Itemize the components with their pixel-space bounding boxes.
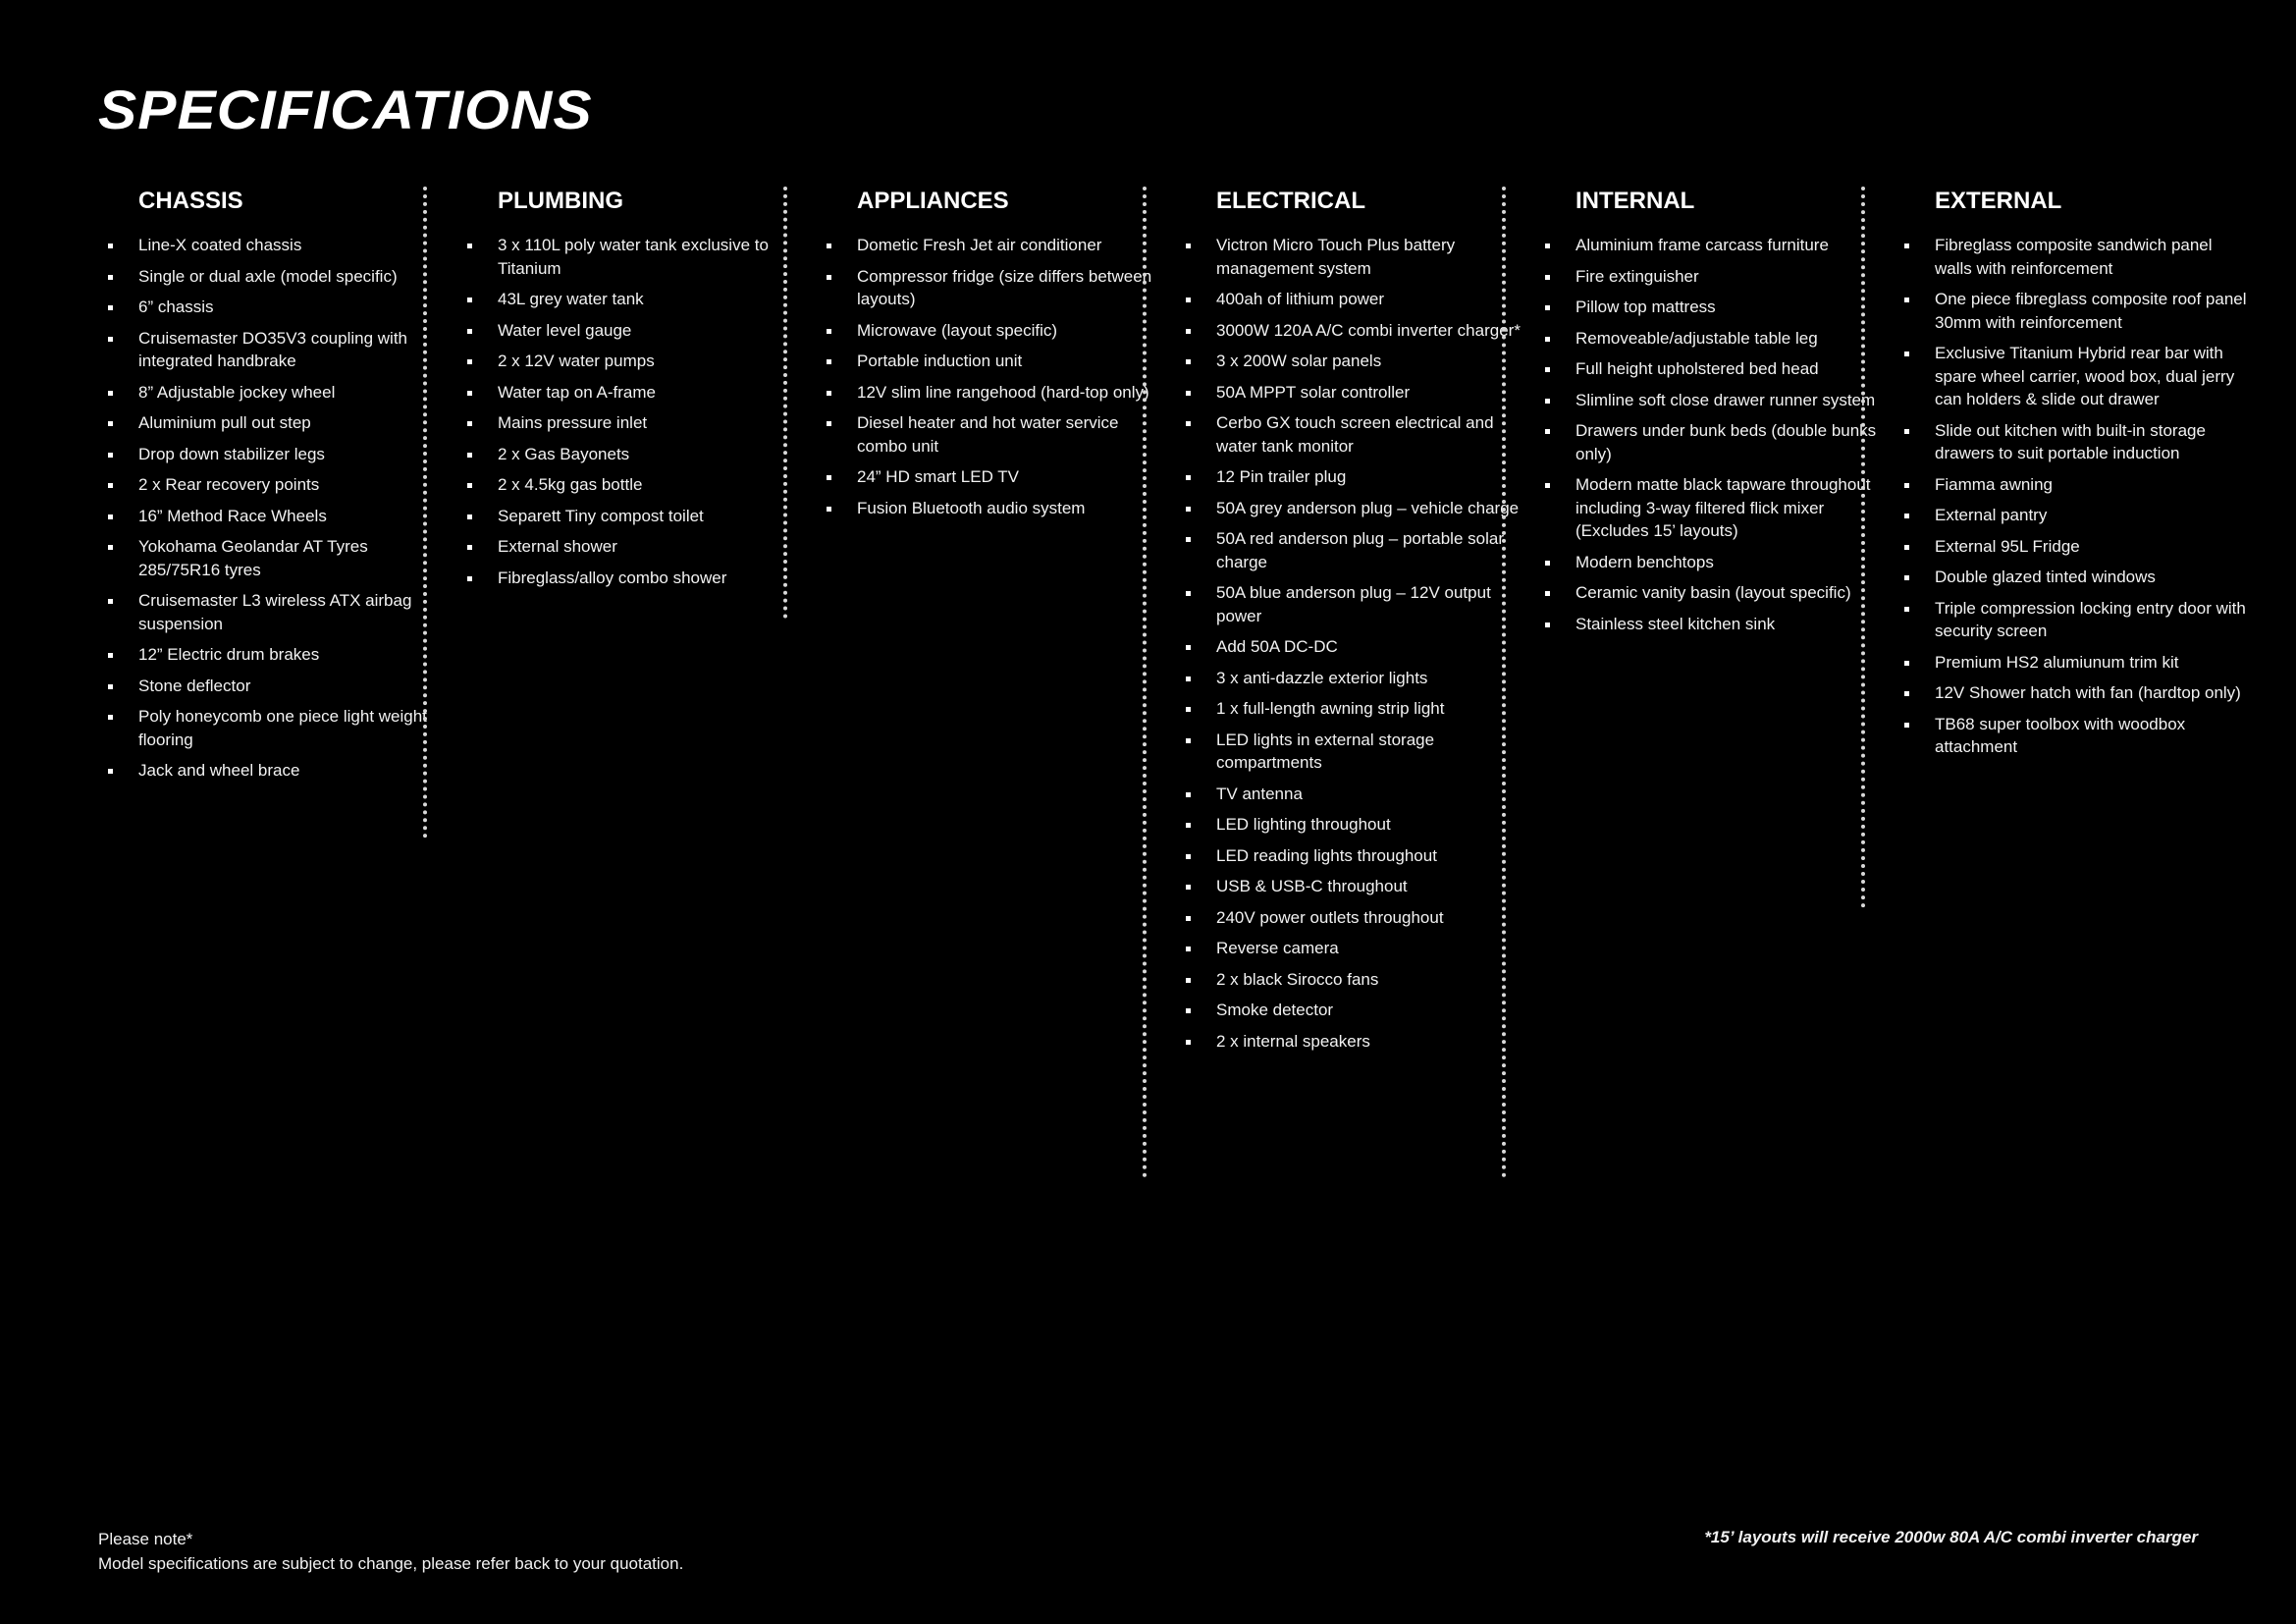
spec-item [817, 265, 1176, 311]
bullet-icon [108, 715, 113, 720]
bullet-icon [1904, 429, 1909, 434]
spec-item [1535, 551, 1895, 574]
spec-item [1176, 411, 1535, 458]
spec-item-text: Jack and wheel brace [138, 761, 300, 780]
spec-item-text: 2 x Rear recovery points [138, 475, 320, 494]
spec-item-text: LED lights in external storage compartments [1216, 730, 1435, 772]
spec-item-text: LED lighting throughout [1216, 815, 1391, 834]
spec-item [98, 643, 457, 667]
spec-item-text: 1 x full-length awning strip light [1216, 699, 1445, 718]
spec-item [457, 411, 817, 435]
spec-item [817, 497, 1176, 520]
spec-item-text: Drop down stabilizer legs [138, 444, 325, 463]
spec-item-text: Aluminium frame carcass furniture [1575, 236, 1829, 254]
spec-item-text: TV antenna [1216, 784, 1303, 803]
spec-item [457, 505, 817, 528]
bullet-icon [1186, 645, 1191, 650]
bullet-icon [467, 244, 472, 248]
bullet-icon [108, 421, 113, 426]
bullet-icon [827, 421, 831, 426]
bullet-icon [1545, 244, 1550, 248]
spec-item-text: Full height upholstered bed head [1575, 359, 1819, 378]
spec-item [1895, 535, 2254, 559]
spec-item [1895, 288, 2254, 334]
spec-item-text: Slide out kitchen with built-in storage drawers to suit portable induction [1935, 420, 2206, 462]
spec-item-text: 16” Method Race Wheels [138, 506, 327, 525]
spec-item [98, 234, 457, 257]
spec-item-text: External pantry [1935, 506, 2048, 524]
disclaimer-note [98, 1527, 683, 1576]
spec-item [98, 473, 457, 497]
spec-item-text: Fire extinguisher [1575, 266, 1699, 286]
bullet-icon [108, 514, 113, 519]
spec-item [457, 473, 817, 497]
bullet-icon [1186, 885, 1191, 890]
bullet-icon [467, 576, 472, 581]
spec-item-text: Yokohama Geolandar AT Tyres 285/75R16 tyres [138, 537, 368, 579]
column-divider [1502, 187, 1506, 1178]
spec-item-text: 2 x black Sirocco fans [1216, 969, 1379, 989]
spec-item [1176, 844, 1535, 868]
spec-item-text: Add 50A DC-DC [1216, 637, 1338, 656]
bullet-icon [827, 475, 831, 480]
spec-item [1176, 527, 1535, 573]
bullet-icon [1545, 623, 1550, 627]
column-heading: APPLIANCES [857, 188, 1009, 214]
spec-item [1895, 342, 2254, 411]
column-heading: ELECTRICAL [1216, 188, 1365, 214]
spec-item [1176, 635, 1535, 659]
spec-item [817, 411, 1176, 458]
spec-item-text: One piece fibreglass composite roof panel 30mm with reinforcement [1935, 290, 2247, 332]
column-plumbing [457, 187, 817, 597]
spec-item [1535, 265, 1895, 289]
bullet-icon [1186, 591, 1191, 596]
spec-item-text: Modern benchtops [1575, 552, 1714, 571]
spec-item-text: Portable induction unit [857, 352, 1023, 370]
spec-item-text: Single or dual axle (model specific) [138, 266, 398, 286]
bullet-icon [467, 298, 472, 302]
column-heading: INTERNAL [1575, 188, 1695, 214]
spec-item-text: 2 x Gas Bayonets [498, 444, 630, 463]
spec-item-text: Fusion Bluetooth audio system [857, 498, 1086, 517]
bullet-icon [1186, 947, 1191, 951]
spec-item [98, 327, 457, 373]
spec-item-text: External shower [498, 537, 617, 556]
bullet-icon [1186, 359, 1191, 364]
footnote: *15’ layouts will receive 2000w 80A A/C combi inverter charger [1704, 1528, 2198, 1546]
spec-item [817, 350, 1176, 373]
spec-item [1895, 234, 2254, 280]
spec-item [98, 411, 457, 435]
bullet-icon [108, 483, 113, 488]
bullet-icon [108, 391, 113, 396]
spec-item-text: Fiamma awning [1935, 474, 2053, 494]
bullet-icon [1186, 391, 1191, 396]
bullet-icon [1186, 677, 1191, 681]
spec-item-text: Reverse camera [1216, 939, 1339, 957]
bullet-icon [1904, 607, 1909, 612]
spec-item [1176, 813, 1535, 837]
spec-list [457, 234, 817, 589]
bullet-icon [1904, 483, 1909, 488]
spec-item [1535, 389, 1895, 412]
spec-item-text: Exclusive Titanium Hybrid rear bar with spare wheel carrier, wood box, dual jerry can holders & slide out drawer [1935, 344, 2235, 408]
spec-item [98, 296, 457, 319]
bullet-icon [1904, 514, 1909, 518]
spec-item-text: 12” Electric drum brakes [138, 645, 320, 664]
spec-item [98, 675, 457, 698]
spec-item [98, 705, 457, 751]
spec-item-text: Water level gauge [498, 320, 632, 340]
bullet-icon [1904, 352, 1909, 356]
spec-item [1535, 419, 1895, 465]
spec-item [457, 381, 817, 405]
spec-item-text: 12 Pin trailer plug [1216, 467, 1347, 486]
spec-item [457, 535, 817, 559]
spec-item-text: Mains pressure inlet [498, 413, 648, 432]
bullet-icon [1545, 275, 1550, 280]
spec-item [1176, 465, 1535, 489]
bullet-icon [1186, 738, 1191, 743]
spec-item-text: USB & USB-C throughout [1216, 877, 1408, 895]
spec-item [817, 319, 1176, 343]
spec-item-text: Removeable/adjustable table leg [1575, 328, 1818, 348]
spec-item-text: Cerbo GX touch screen electrical and water tank monitor [1216, 413, 1494, 456]
column-divider [1861, 187, 1865, 908]
bullet-icon [827, 275, 831, 280]
spec-item [1176, 937, 1535, 960]
spec-item [1535, 234, 1895, 257]
bullet-icon [1904, 691, 1909, 696]
bullet-icon [827, 359, 831, 364]
spec-item [98, 265, 457, 289]
bullet-icon [827, 329, 831, 334]
spec-item-text: 6” chassis [138, 298, 214, 316]
bullet-icon [1904, 244, 1909, 248]
spec-item-text: Triple compression locking entry door with security screen [1935, 598, 2246, 640]
spec-item-text: 2 x 4.5kg gas bottle [498, 475, 643, 494]
bullet-icon [827, 391, 831, 396]
spec-item-text: Ceramic vanity basin (layout specific) [1575, 583, 1851, 602]
spec-item [98, 535, 457, 581]
spec-item-text: 2 x internal speakers [1216, 1031, 1370, 1051]
column-heading: PLUMBING [498, 188, 623, 214]
spec-item-text: 50A blue anderson plug – 12V output power [1216, 583, 1491, 625]
spec-item [98, 759, 457, 783]
bullet-icon [1186, 475, 1191, 480]
column-divider [423, 187, 427, 839]
bullet-icon [467, 514, 472, 519]
spec-item [457, 319, 817, 343]
spec-item [457, 567, 817, 590]
spec-item [1535, 473, 1895, 543]
spec-item [1176, 999, 1535, 1022]
column-heading: EXTERNAL [1935, 188, 2062, 214]
bullet-icon [108, 653, 113, 658]
spec-item-text: 2 x 12V water pumps [498, 352, 655, 370]
spec-item-text: 3 x 110L poly water tank exclusive to Titanium [498, 236, 769, 278]
spec-item [1176, 288, 1535, 311]
bullet-icon [108, 545, 113, 550]
spec-item-text: 8” Adjustable jockey wheel [138, 382, 336, 402]
bullet-icon [1545, 591, 1550, 596]
spec-list [1535, 234, 1895, 635]
bullet-icon [467, 391, 472, 396]
spec-item-text: Compressor fridge (size differs between layouts) [857, 266, 1152, 308]
spec-item [1176, 497, 1535, 520]
spec-item [1176, 906, 1535, 930]
spec-item [1535, 613, 1895, 636]
spec-item-text: Poly honeycomb one piece light weight flooring [138, 707, 427, 749]
spec-item [1176, 381, 1535, 405]
bullet-icon [108, 305, 113, 310]
spec-item [1176, 875, 1535, 898]
bullet-icon [1186, 916, 1191, 921]
spec-item [98, 443, 457, 466]
spec-item-text: 50A MPPT solar controller [1216, 382, 1411, 402]
spec-item-text: Victron Micro Touch Plus battery management system [1216, 236, 1456, 278]
spec-list [1895, 234, 2254, 759]
bullet-icon [1186, 707, 1191, 712]
bullet-icon [1904, 298, 1909, 302]
bullet-icon [467, 453, 472, 458]
spec-item-text: 50A grey anderson plug – vehicle charge [1216, 498, 1520, 517]
spec-item-text: Smoke detector [1216, 1001, 1334, 1019]
spec-item [98, 381, 457, 405]
spec-item-text: Slimline soft close drawer runner system [1575, 390, 1876, 409]
spec-item-text: 24” HD smart LED TV [857, 467, 1020, 486]
spec-item [1176, 667, 1535, 690]
spec-item [1895, 651, 2254, 675]
bullet-icon [467, 421, 472, 426]
bullet-icon [108, 599, 113, 604]
spec-item-text: Line-X coated chassis [138, 236, 302, 254]
spec-item-text: Stainless steel kitchen sink [1575, 614, 1776, 633]
bullet-icon [1186, 329, 1191, 334]
spec-item [817, 465, 1176, 489]
bullet-icon [108, 275, 113, 280]
spec-item-text: LED reading lights throughout [1216, 845, 1437, 865]
spec-item [98, 505, 457, 528]
bullet-icon [1545, 367, 1550, 372]
spec-item-text: Stone deflector [138, 676, 251, 695]
bullet-icon [1186, 298, 1191, 302]
spec-item [817, 381, 1176, 405]
spec-list [817, 234, 1176, 519]
bullet-icon [108, 337, 113, 342]
bullet-icon [1545, 429, 1550, 434]
column-internal [1535, 187, 1895, 643]
spec-item-text: Water tap on A-frame [498, 382, 656, 402]
bullet-icon [108, 684, 113, 689]
spec-item [1895, 597, 2254, 643]
spec-item-text: TB68 super toolbox with woodbox attachment [1935, 714, 2186, 756]
spec-item-text: External 95L Fridge [1935, 536, 2080, 556]
spec-item-text: 43L grey water tank [498, 290, 644, 308]
spec-item [1176, 234, 1535, 280]
spec-item-text: 3000W 120A A/C combi inverter charger* [1216, 320, 1521, 340]
column-divider [1143, 187, 1147, 1178]
column-heading: CHASSIS [138, 188, 243, 214]
spec-item [457, 234, 817, 280]
spec-item-text: Fibreglass composite sandwich panel walls with reinforcement [1935, 236, 2213, 278]
bullet-icon [1186, 854, 1191, 859]
spec-item [1176, 350, 1535, 373]
spec-item-text: 12V slim line rangehood (hard-top only) [857, 382, 1149, 402]
bullet-icon [1545, 337, 1550, 342]
bullet-icon [1186, 537, 1191, 542]
bullet-icon [467, 545, 472, 550]
bullet-icon [1904, 661, 1909, 666]
spec-item-text: Double glazed tinted windows [1935, 568, 2156, 586]
spec-item-text: Aluminium pull out step [138, 413, 311, 432]
bullet-icon [1545, 399, 1550, 404]
spec-item [1176, 581, 1535, 627]
spec-item [457, 443, 817, 466]
bullet-icon [467, 329, 472, 334]
spec-item-text: Cruisemaster DO35V3 coupling with integrated handbrake [138, 328, 408, 370]
spec-item-text: Fibreglass/alloy combo shower [498, 568, 727, 587]
spec-item [817, 234, 1176, 257]
note-title: Please note* [98, 1530, 193, 1548]
column-external [1895, 187, 2254, 767]
bullet-icon [1545, 483, 1550, 488]
spec-list [1176, 234, 1535, 1053]
bullet-icon [1186, 1008, 1191, 1013]
spec-item [1895, 713, 2254, 759]
bullet-icon [1186, 507, 1191, 512]
bullet-icon [827, 244, 831, 248]
spec-item-text: Cruisemaster L3 wireless ATX airbag suspension [138, 591, 412, 633]
spec-item-text: Drawers under bunk beds (double bunks only) [1575, 421, 1877, 463]
bullet-icon [108, 244, 113, 248]
bullet-icon [1186, 421, 1191, 426]
spec-item-text: Pillow top mattress [1575, 298, 1716, 316]
spec-item-text: Dometic Fresh Jet air conditioner [857, 236, 1102, 254]
page-title: SPECIFICATIONS [98, 79, 593, 140]
spec-item [1176, 697, 1535, 721]
spec-item-text: Premium HS2 alumiunum trim kit [1935, 652, 2179, 672]
spec-list [98, 234, 457, 783]
note-text: Model specifications are subject to change, please refer back to your quotation. [98, 1554, 684, 1573]
spec-item-text: Modern matte black tapware throughout including 3-way filtered flick mixer (Excludes 15’ layouts) [1575, 475, 1871, 540]
bullet-icon [1904, 723, 1909, 728]
spec-item-text: Separett Tiny compost toilet [498, 506, 704, 525]
bullet-icon [1186, 823, 1191, 828]
bullet-icon [827, 507, 831, 512]
spec-item [1535, 296, 1895, 319]
spec-item [1895, 419, 2254, 465]
spec-item [98, 589, 457, 635]
spec-item [1176, 783, 1535, 806]
bullet-icon [108, 769, 113, 774]
spec-item [1535, 581, 1895, 605]
bullet-icon [1186, 792, 1191, 797]
spec-item-text: Microwave (layout specific) [857, 320, 1058, 340]
spec-item [457, 288, 817, 311]
spec-item [1895, 566, 2254, 589]
spec-item [457, 350, 817, 373]
bullet-icon [1545, 305, 1550, 310]
bullet-icon [467, 359, 472, 364]
spec-item [1535, 327, 1895, 351]
bullet-icon [1904, 545, 1909, 550]
spec-item [1895, 473, 2254, 497]
spec-item-text: Diesel heater and hot water service combo unit [857, 413, 1119, 456]
spec-item-text: 3 x anti-dazzle exterior lights [1216, 668, 1428, 687]
spec-item [1895, 504, 2254, 527]
bullet-icon [1186, 244, 1191, 248]
bullet-icon [1904, 575, 1909, 580]
column-chassis [98, 187, 457, 790]
spec-item [1176, 968, 1535, 992]
bullet-icon [108, 453, 113, 458]
column-divider [783, 187, 787, 619]
spec-item-text: 12V Shower hatch with fan (hardtop only) [1935, 683, 2241, 702]
spec-item-text: 3 x 200W solar panels [1216, 352, 1382, 370]
bullet-icon [1186, 978, 1191, 983]
spec-item-text: 50A red anderson plug – portable solar charge [1216, 529, 1504, 571]
spec-item [1176, 319, 1535, 343]
column-electrical [1176, 187, 1535, 1060]
spec-item [1895, 681, 2254, 705]
spec-item-text: 240V power outlets throughout [1216, 907, 1444, 927]
bullet-icon [1186, 1040, 1191, 1045]
spec-item [1176, 1030, 1535, 1054]
bullet-icon [1545, 561, 1550, 566]
bullet-icon [467, 483, 472, 488]
spec-item [1535, 357, 1895, 381]
column-appliances [817, 187, 1176, 527]
spec-item [1176, 729, 1535, 775]
spec-item-text: 400ah of lithium power [1216, 290, 1385, 308]
